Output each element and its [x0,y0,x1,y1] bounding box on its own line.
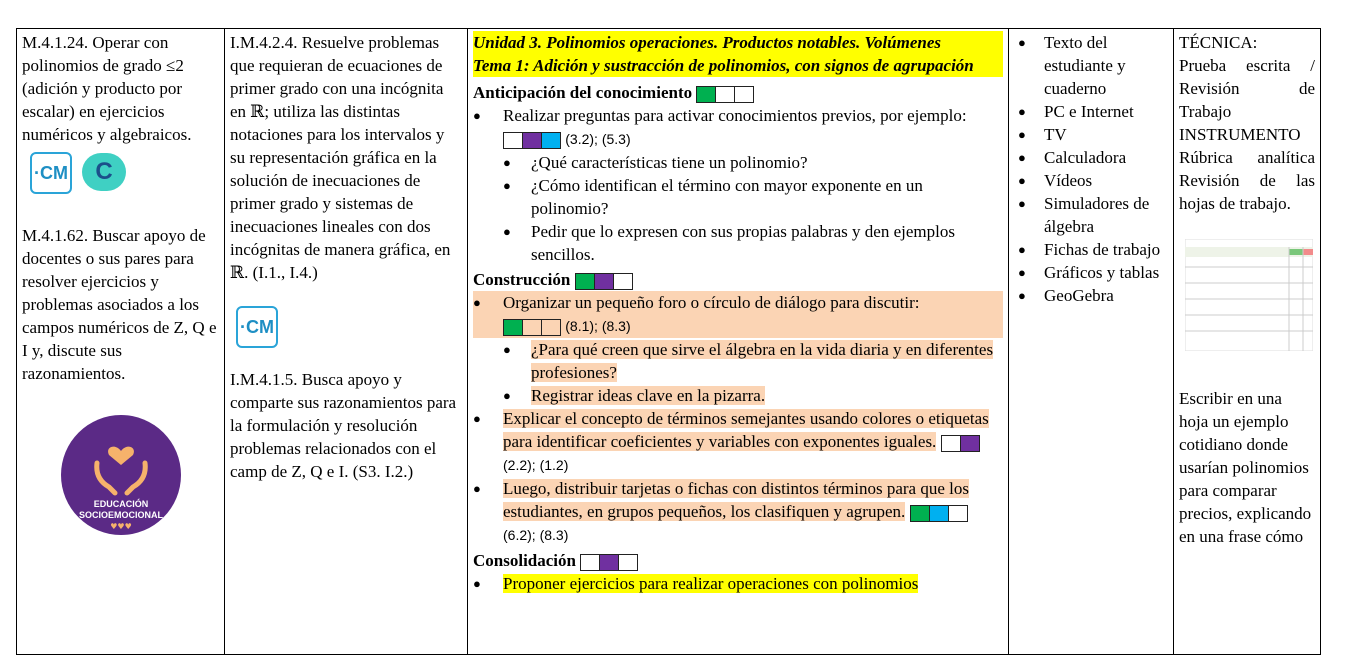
anticipation-heading [473,81,1003,104]
list-item: ● Organizar un pequeño foro o círculo de diálogo para discutir: (8.1); (8.3) [473,291,1003,338]
task-text: Escribir en una hoja un ejemplo cotidiano donde usarían polinomios para comparar precios, explicando en una frase cómo [1179,389,1312,546]
color-code-squares [941,435,980,452]
skill-m4124: M.4.1.24. Operar con polinomios de grado ≤2 (adición y producto por escalar) en ejercicios numéricos y algebraicos. [22,33,192,144]
unit-title: Unidad 3. Polinomios operaciones. Productos notables. Volúmenes [473,31,1003,54]
skill-m4162: M.4.1.62. Buscar apoyo de docentes o sus pares para resolver ejercicios y problemas asociados a los campos numéricos de Z, Q e I y, discute sus razonamientos. [22,226,217,383]
resource-item: ● PC e Internet [1014,100,1168,123]
consolidation-list [473,572,1003,595]
technique-label: TÉCNICA: [1179,33,1258,52]
color-code-squares [910,505,968,522]
evaluation-cell [1174,29,1321,655]
resource-item: ● GeoGebra [1014,284,1168,307]
list-item: ● Registrar ideas clave en la pizarra. [473,384,1003,407]
consolidation-heading [473,549,1003,572]
construction-title: Construcción [473,270,571,289]
progress-squares [580,554,638,571]
badge-hearts: ♥♥♥ [109,522,132,531]
color-code-squares [503,319,561,336]
resource-item: ● Gráficos y tablas [1014,261,1168,284]
anticipation-title: Anticipación del conocimiento [473,83,693,102]
resources-cell [1009,29,1174,655]
topic-title: Tema 1: Adición y sustracción de polinomios, con signos de agrupación [473,54,1003,77]
resource-item: ● Vídeos [1014,169,1168,192]
badge-line1: EDUCACIÓN [93,499,148,509]
indicator-im415: I.M.4.1.5. Busca apoyo y comparte sus razonamientos para la formulación y resolución problemas relacionados con el camp de Z, Q e I. (S3. I.2.) [230,370,457,481]
list-item: ● Proponer ejercicios para realizar operaciones con polinomios [473,572,1003,595]
activities-cell [468,29,1009,655]
indicator-im424: I.M.4.2.4. Resuelve problemas que requieran de ecuaciones de primer grado con una incógnita en ℝ; utiliza las distintas notaciones para los intervalos y su representación gráfica en la solución de inecuaciones de primer grado y sistemas de inecuaciones lineales con dos incógnitas de manera gráfica, en ℝ. (I.1., I.4.) [230,33,451,282]
construction-heading [473,268,1003,291]
progress-squares [696,86,754,103]
progress-squares [575,273,633,290]
resource-item: ● Simuladores de álgebra [1014,192,1168,238]
c-icon: C [82,153,126,191]
list-item: ● ¿Qué características tiene un polinomio? [473,151,1003,174]
resource-item: ● Calculadora [1014,146,1168,169]
cm-icon: ·CM [30,152,72,194]
construction-list [473,291,1003,547]
instrument-label: INSTRUMENTO [1179,125,1301,144]
list-item: ● Pedir que lo expresen con sus propias palabras y den ejemplos sencillos. [473,220,1003,266]
list-item: ● ¿Para qué creen que sirve el álgebra en la vida diaria y en diferentes profesiones? [473,338,1003,384]
instrument-text: Rúbrica analítica Revisión de las hojas de trabajo. [1179,148,1315,213]
skill-icons [30,152,219,194]
resources-list [1014,31,1168,307]
resource-item: ● Texto del estudiante y cuaderno [1014,31,1168,100]
cm-icon: ·CM [236,306,278,348]
consolidation-title: Consolidación [473,551,576,570]
planning-table [16,28,1321,655]
anticipation-list [473,104,1003,266]
resource-item: ● TV [1014,123,1168,146]
list-item: ● Explicar el concepto de términos semejantes usando colores o etiquetas para identificar coeficientes y variables con exponentes iguales. (2.2); (1.2) [473,407,1003,477]
rubric-thumbnail [1185,239,1313,351]
technique-text: Prueba escrita / Revisión de Trabajo [1179,56,1315,121]
list-item: ● ¿Cómo identifican el término con mayor exponente en un polinomio? [473,174,1003,220]
socioemotional-education-badge [59,413,183,537]
indicator-icons [236,306,462,348]
indicators-cell [225,29,468,655]
list-item: ● Luego, distribuir tarjetas o fichas con distintos términos para que los estudiantes, en grupos pequeños, los clasifiquen y agrupen. (6.2); (8.3) [473,477,1003,547]
color-code-squares [503,132,561,149]
resource-item: ● Fichas de trabajo [1014,238,1168,261]
list-item: ● Realizar preguntas para activar conocimientos previos, por ejemplo: (3.2); (5.3) [473,104,1003,151]
badge-line2: SOCIOEMOCIONAL [78,510,163,520]
skills-cell [17,29,225,655]
